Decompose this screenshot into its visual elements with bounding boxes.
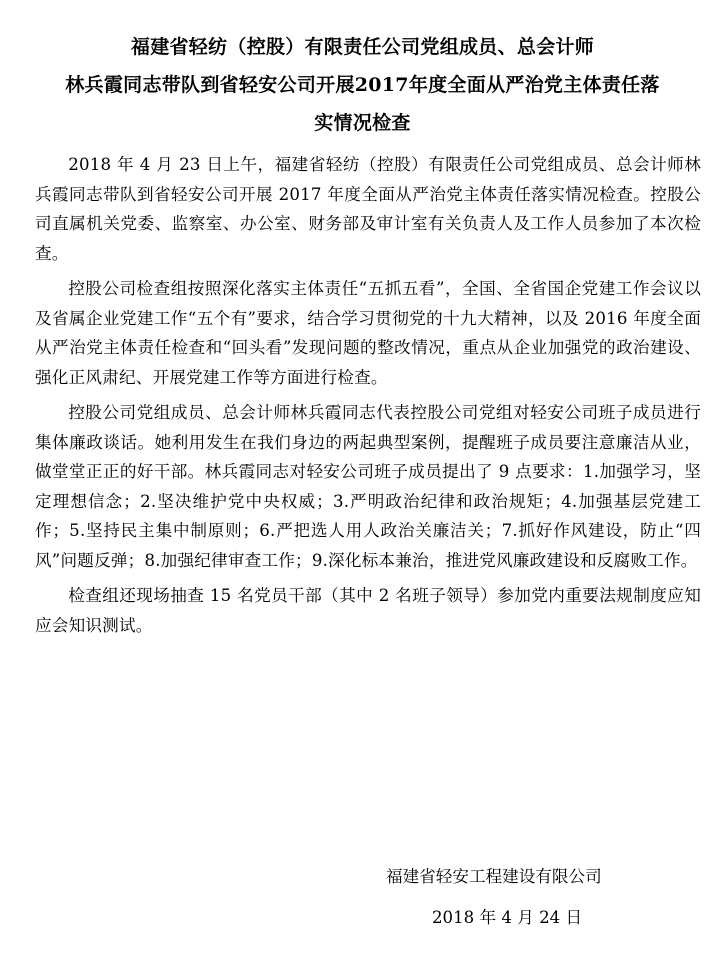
paragraph-intro: 2018 年 4 月 23 日上午，福建省轻纺（控股）有限责任公司党组成员、总会计师林兵霞同志带队到省轻安公司开展 2017 年度全面从严治党主体责任落实情况检查。控股公司直属机关党委、监察室、办公室、财务部及审计室有关负责人及工作人员参加了本次检查。	[35, 155, 701, 263]
signature-organization: 福建省轻安工程建设有限公司	[386, 867, 602, 886]
signature-date: 2018 年 4 月 24 日	[432, 908, 583, 927]
title-line-3: 实情况检查	[314, 112, 411, 134]
paragraph-integrity-talk: 控股公司党组成员、总会计师林兵霞同志代表控股公司党组对轻安公司班子成员进行集体廉政谈话。她利用发生在我们身边的两起典型案例，提醒班子成员要注意廉洁从业，做堂堂正正的好干部。林兵霞同志对轻安公司班子成员提出了 9 点要求：1.加强学习，坚定理想信念；2.坚决维护党中央权威；3.严明政治纪律和政治规矩；4.加强基层党建工作；5.坚持民主集中制原则；6.严把选人用人政治关廉洁关；7.抓好作风建设，防止“四风”问题反弹；8.加强纪律审查工作；9.深化标本兼治，推进党风廉政建设和反腐败工作。	[35, 403, 701, 570]
paragraph-knowledge-test: 检查组还现场抽查 15 名党员干部（其中 2 名班子领导）参加党内重要法规制度应知应会知识测试。	[35, 586, 701, 635]
title-line-2: 林兵霞同志带队到省轻安公司开展2017年度全面从严治党主体责任落	[65, 74, 660, 96]
paragraph-inspection-scope: 控股公司检查组按照深化落实主体责任“五抓五看”，全国、全省国企党建工作会议以及省属企业党建工作“五个有”要求，结合学习贯彻党的十九大精神，以及 2016 年度全面从严治党主体责任检查和“回头看”发现问题的整改情况，重点从企业加强党的政治建设、强化正风肃纪、开展党建工作等方面进行检查。	[35, 279, 701, 387]
document-body	[0, 142, 725, 640]
title-line-1: 福建省轻纺（控股）有限责任公司党组成员、总会计师	[130, 36, 595, 58]
document-title	[0, 0, 725, 142]
